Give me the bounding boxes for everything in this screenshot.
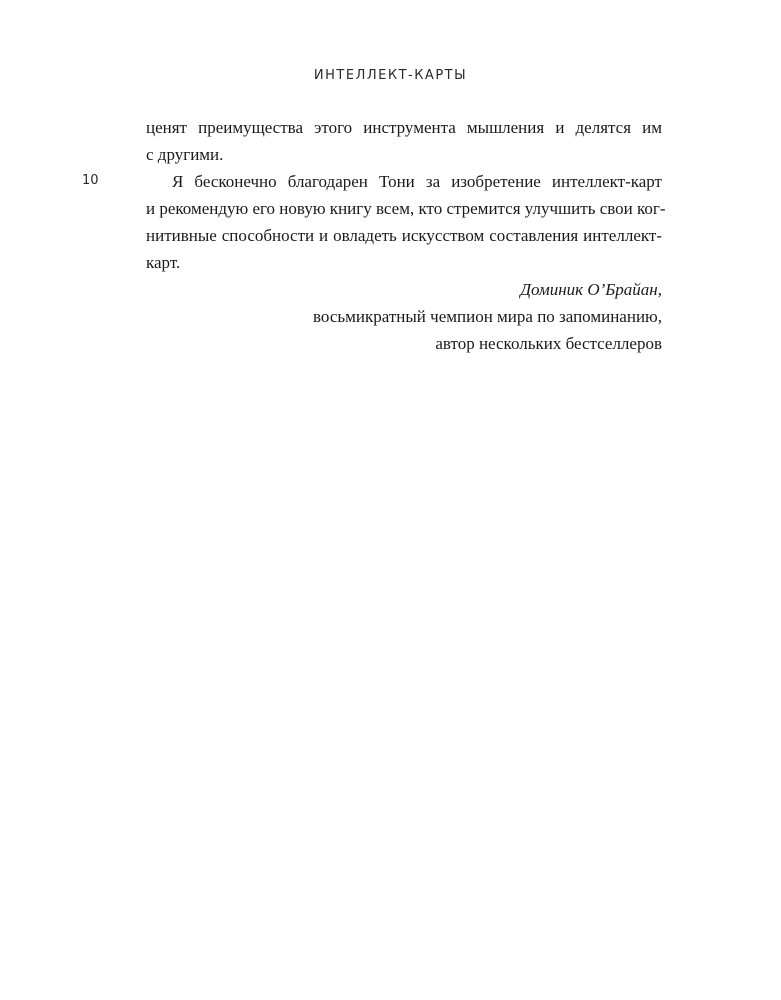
paragraph-gratitude — [146, 168, 666, 276]
text-line: карт. — [146, 253, 181, 272]
text-line: Я бесконечно благодарен Тони за изобретение интеллект-карт — [172, 172, 662, 191]
signature-name: Доминик О’Брайан, — [520, 280, 662, 299]
paragraph-continuation — [146, 114, 662, 168]
signature-title: автор нескольких бестселлеров — [435, 334, 662, 353]
text-line: ценят преимущества этого инструмента мышления и делятся им — [146, 118, 662, 137]
text-line: с другими. — [146, 145, 224, 164]
page-number: 10 — [82, 173, 99, 188]
signature-block — [146, 276, 662, 357]
running-header: ИНТЕЛЛЕКТ-КАРТЫ — [313, 68, 468, 83]
body-text — [146, 114, 666, 357]
text-line: нитивные способности и овладеть искусством составления интеллект- — [146, 226, 662, 245]
signature-title: восьмикратный чемпион мира по запоминанию, — [313, 307, 662, 326]
text-line: и рекомендую его новую книгу всем, кто стремится улучшить свои ког- — [146, 199, 666, 218]
